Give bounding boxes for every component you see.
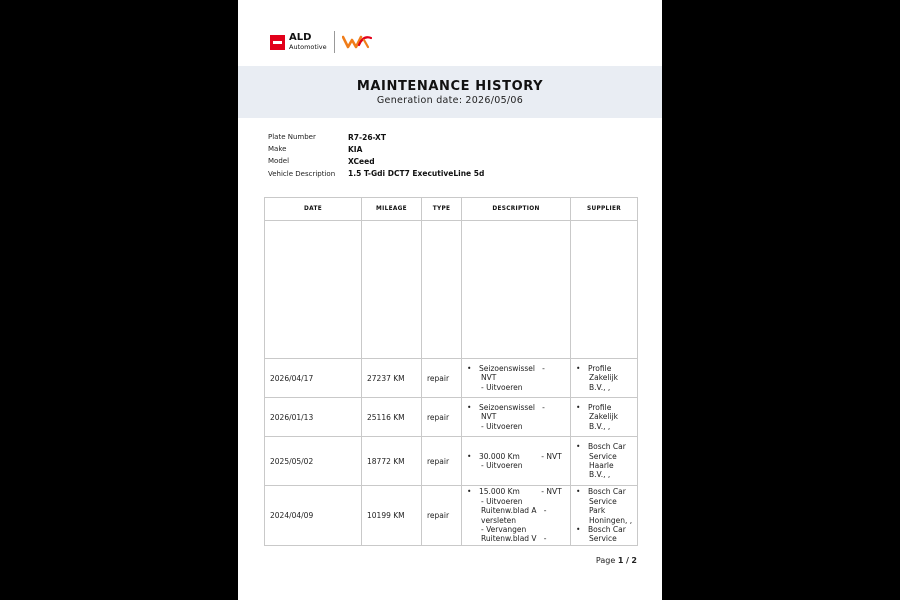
supplier-list-item: • Profile Zakelijk B.V., , (576, 363, 619, 392)
bullet-icon: • (576, 363, 581, 373)
cell-mileage: 10199 KM (362, 486, 422, 546)
table-row-empty (265, 221, 638, 359)
bullet-icon: • (467, 363, 472, 373)
cell-date: 2026/04/17 (265, 359, 362, 398)
plate-label: Plate Number (268, 133, 316, 142)
cell-type: repair (422, 437, 462, 486)
table-row (265, 437, 638, 486)
supplier-list-item: • Bosch Car Service (576, 524, 626, 544)
ald-brand-name: ALD (289, 32, 312, 44)
col-header-mileage: MILEAGE (362, 198, 422, 221)
table-header-row (265, 198, 638, 221)
bullet-icon: • (467, 451, 472, 461)
maintenance-table (264, 197, 638, 546)
vehicle-info (268, 131, 484, 180)
generation-date: 2026/05/06 (465, 95, 524, 106)
leaseplan-logo-icon (342, 34, 372, 50)
cell-description (462, 486, 571, 546)
info-row-model (268, 155, 484, 167)
cell-supplier (571, 437, 638, 486)
table-row (265, 359, 638, 398)
header-band (238, 66, 662, 118)
table-row (265, 486, 638, 546)
info-row-description (268, 168, 484, 180)
make-label: Make (268, 145, 287, 154)
page-separator: / (625, 556, 629, 565)
cell-type: repair (422, 359, 462, 398)
col-header-description: DESCRIPTION (462, 198, 571, 221)
description-value: 1.5 T-Gdi DCT7 ExecutiveLine 5d (348, 169, 485, 179)
page-indicator (596, 556, 637, 565)
cell-date: 2026/01/13 (265, 398, 362, 437)
supplier-list-item: • Profile Zakelijk B.V., , (576, 402, 619, 431)
cell-date: 2025/05/02 (265, 437, 362, 486)
bullet-icon: • (576, 487, 581, 497)
col-header-supplier: SUPPLIER (571, 198, 638, 221)
generation-date-label: Generation date: (376, 95, 463, 106)
description-list-item: • 30.000 Km - NVT - Uitvoeren (467, 451, 562, 470)
description-label: Vehicle Description (268, 169, 336, 178)
cell-type: repair (422, 486, 462, 546)
logo-divider (334, 31, 335, 53)
cell-mileage: 27237 KM (362, 359, 422, 398)
ald-logo-icon (270, 35, 285, 50)
col-header-type: TYPE (422, 198, 462, 221)
cell-description (462, 359, 571, 398)
cell-description (462, 398, 571, 437)
ald-brand-sub: Automotive (289, 43, 327, 52)
cell-date: 2024/04/09 (265, 486, 362, 546)
page-title: MAINTENANCE HISTORY (356, 79, 544, 94)
model-value: XCeed (348, 156, 375, 166)
col-header-date: DATE (265, 198, 362, 221)
generation-date-line (238, 95, 662, 106)
cell-supplier (571, 486, 638, 546)
page-label: Page (595, 556, 616, 565)
description-list-item: • Seizoenswissel - NVT - Uitvoeren (467, 402, 545, 431)
logo-row (270, 32, 372, 52)
page-total: 2 (631, 556, 637, 565)
supplier-list-item: • Bosch Car Service Haarle B.V., , (576, 442, 626, 480)
bullet-icon: • (576, 524, 581, 534)
bullet-icon: • (467, 402, 472, 412)
cell-mileage: 18772 KM (362, 437, 422, 486)
cell-supplier (571, 359, 638, 398)
document-page (238, 0, 662, 600)
description-list-item: • 15.000 Km - NVT - Uitvoeren Ruitenw.blad A - versleten - Vervangen Ruitenw.blad V - (467, 487, 562, 544)
model-label: Model (268, 157, 290, 166)
ald-logo-text (289, 33, 327, 51)
info-row-plate (268, 131, 484, 143)
info-row-make (268, 143, 484, 155)
table-row (265, 398, 638, 437)
cell-mileage: 25116 KM (362, 398, 422, 437)
cell-supplier (571, 398, 638, 437)
make-value: KIA (348, 144, 363, 154)
page-current: 1 (617, 556, 624, 565)
cell-type: repair (422, 398, 462, 437)
bullet-icon: • (576, 442, 581, 452)
plate-value: R7-26-XT (348, 132, 386, 142)
supplier-list-item: • Bosch Car Service Park Honingen, , (576, 487, 633, 525)
cell-description (462, 437, 571, 486)
bullet-icon: • (576, 402, 581, 412)
description-list-item: • Seizoenswissel - NVT - Uitvoeren (467, 363, 545, 392)
bullet-icon: • (467, 487, 472, 497)
